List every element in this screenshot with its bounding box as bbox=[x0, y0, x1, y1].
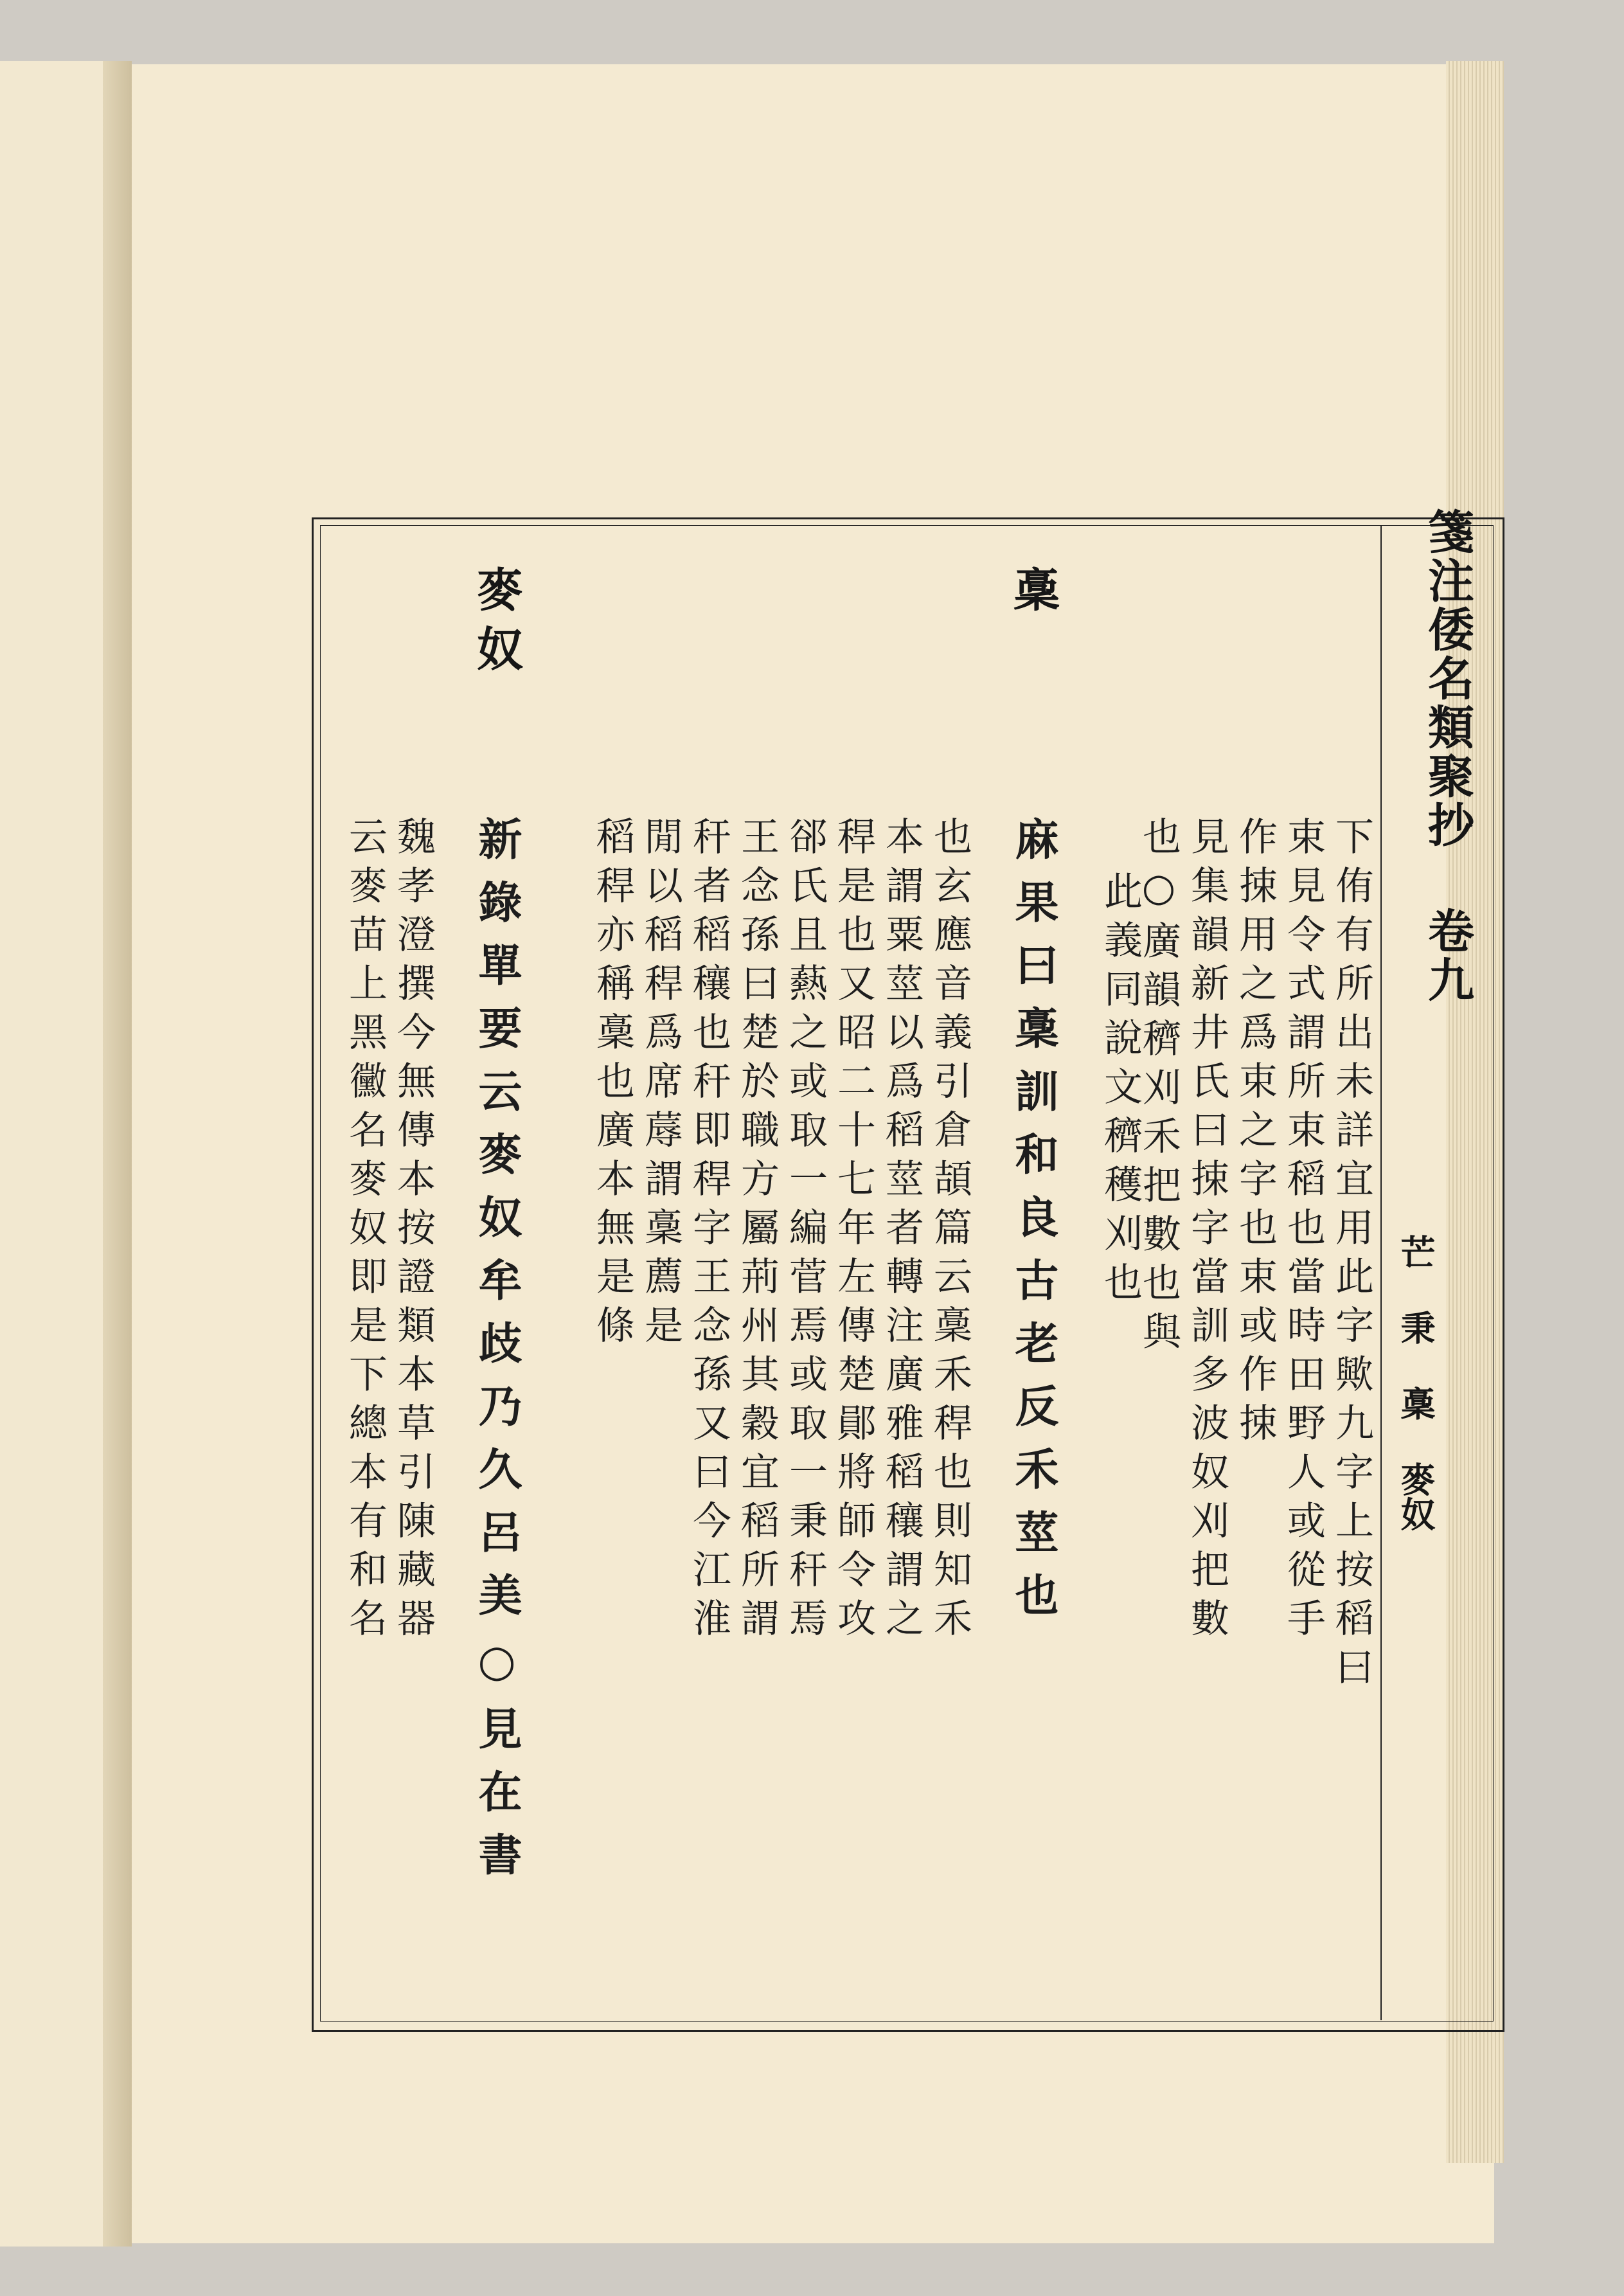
book-title: 箋注倭名類聚抄 卷九 bbox=[1420, 508, 1475, 1005]
text-column-2: 束見令式謂所束稻也當時田野人或從手 bbox=[1281, 816, 1326, 1647]
text-column-11: 郤氏且爇之或取一編菅焉或取一秉秆焉 bbox=[783, 816, 828, 1647]
entry-heading-gao: 稾 bbox=[1006, 566, 1060, 612]
text-column-6: 此義同說文穧穫刈也 bbox=[1098, 871, 1143, 1311]
text-column-3: 作捒用之爲束之字也束或作捒 bbox=[1233, 816, 1278, 1451]
text-column-17: 魏孝澄撰今無傳本按證類本草引陳藏器 bbox=[391, 816, 436, 1647]
text-column-7: 麻果曰稾訓和良古老反禾莖也 bbox=[1008, 816, 1059, 1635]
text-column-9: 本謂粟莖以爲稻莖者轉注廣雅稻穰謂之 bbox=[879, 816, 924, 1647]
text-column-10: 稈是也又昭二十七年左傳楚鄖將師令攻 bbox=[831, 816, 876, 1647]
margin-rule bbox=[1380, 526, 1382, 2020]
text-column-13: 秆者稻穰也秆即稈字王念孫又曰今江淮 bbox=[686, 816, 731, 1647]
text-column-8: 也玄應音義引倉頡篇云稾禾稈也則知禾 bbox=[927, 816, 972, 1647]
text-column-4: 見集韻新井氏曰捒字當訓多波奴刈把數 bbox=[1184, 816, 1229, 1647]
text-column-1: 下侑有所出未詳宜用此字歟九字上按稻曰 bbox=[1329, 816, 1374, 1696]
section-subheader: 芒 秉 稾 麥奴 bbox=[1395, 1234, 1436, 1531]
text-column-14: 閒以稻稈爲席蓐謂稾薦是 bbox=[638, 816, 683, 1354]
text-column-16: 新錄單要云麥奴牟歧乃久呂美○見在書 bbox=[471, 816, 522, 1895]
left-page-edge bbox=[0, 61, 112, 2247]
book-gutter bbox=[103, 61, 132, 2247]
text-column-15: 稻稈亦稱稾也廣本無是條 bbox=[590, 816, 635, 1354]
text-column-12: 王念孫曰楚於職方屬荊州其穀宜稻所謂 bbox=[735, 816, 780, 1647]
text-column-5: 也○廣韻穧刈禾把數也與 bbox=[1136, 816, 1181, 1360]
text-column-18: 云麥苗上黑黴名麥奴即是下總本有和名 bbox=[343, 816, 388, 1647]
entry-heading-maino: 麥奴 bbox=[469, 566, 524, 684]
